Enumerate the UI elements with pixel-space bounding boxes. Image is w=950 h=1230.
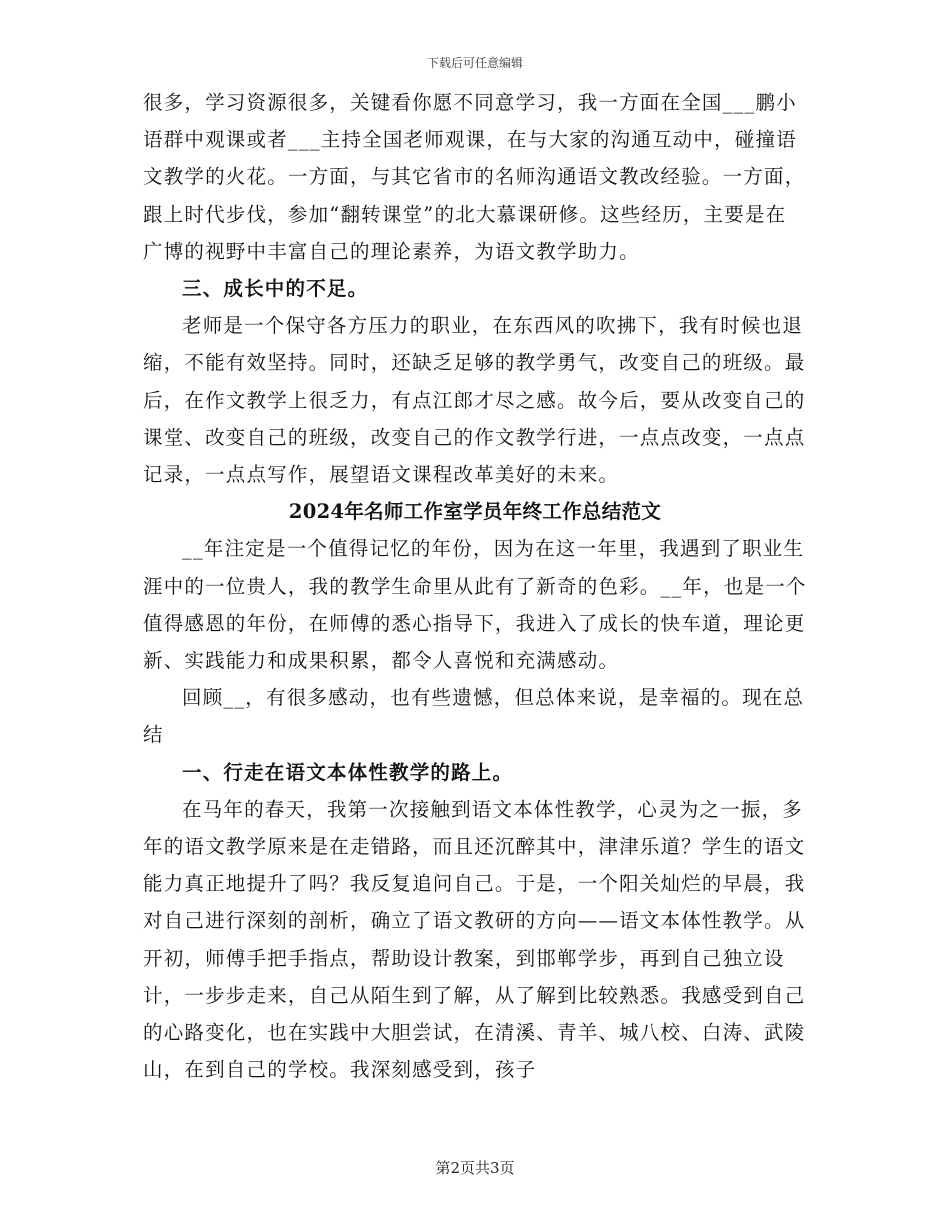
section-heading-shortcomings: 三、成长中的不足。 <box>182 277 369 301</box>
paragraph-teaching: 在马年的春天，我第一次接触到语文本体性教学，心灵为之一振，多年的语文教学原来是在走错路，而且还沉醉其中，津津乐道？学生的语文能力真正地提升了吗？我反复追问自己。于是，一个阳关灿烂的早晨，我对自己进行深刻的剖析，确立了语文教研的方向——语文本体性教学。从开初，师傅手把手指点，帮助设计教案，到邯郸学步，再到自己独立设计，一步步走来，自己从陌生到了解，从了解到比较熟悉。我感受到自己的心路变化，也在实践中大胆尝试，在清溪、青羊、城八校、白涛、武陵山，在到自己的学校。我深刻感受到，孩子 <box>143 797 806 1082</box>
page-header: 下载后可任意编辑 <box>426 56 523 70</box>
document-body <box>143 84 807 1088</box>
document-title: 2024年名师工作室学员年终工作总结范文 <box>288 500 662 524</box>
paragraph-intro: __年注定是一个值得记忆的年份，因为在这一年里，我遇到了职业生涯中的一位贵人，我的教学生命里从此有了新奇的色彩。__年，也是一个值得感恩的年份，在师傅的悉心指导下，我进入了成长的快车道，理论更新、实践能力和成果积累，都令人喜悦和充满感动。 <box>143 537 807 673</box>
paragraph-shortcomings: 老师是一个保守各方压力的职业，在东西风的吹拂下，我有时候也退缩，不能有效坚持。同时，还缺乏足够的教学勇气，改变自己的班级。最后，在作文教学上很乏力，有点江郎才尽之感。故今后，要从改变自己的课堂、改变自己的班级，改变自己的作文教学行进，一点点改变，一点点记录，一点点写作，展望语文课程改革美好的未来。 <box>143 314 806 487</box>
section-heading-teaching: 一、行走在语文本体性教学的路上。 <box>182 760 514 784</box>
paragraph-review: 回顾__，有很多感动，也有些遗憾，但总体来说，是幸福的。现在总结 <box>143 686 805 747</box>
paragraph-continued: 很多，学习资源很多，关键看你愿不同意学习，我一方面在全国___鹏小语群中观课或者___主持全国老师观课，在与大家的沟通互动中，碰撞语文教学的火花。一方面，与其它省市的名师沟通语文教改经验。一方面，跟上时代步伐，参加“翻转课堂”的北大慕课研修。这些经历，主要是在广博的视野中丰富自己的理论素养，为语文教学助力。 <box>143 91 806 263</box>
page-footer: 第2页共3页 <box>435 1159 515 1177</box>
